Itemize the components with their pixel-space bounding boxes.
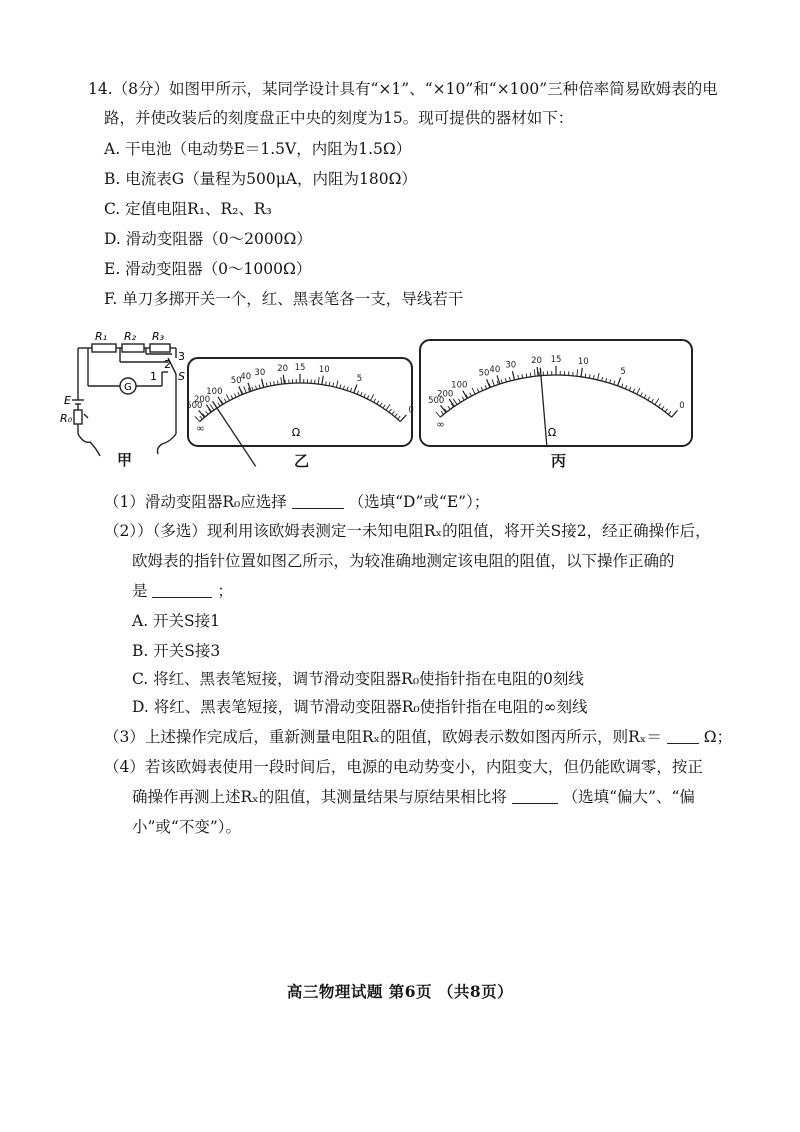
meter-yi-minor-tick (218, 403, 220, 406)
meter-bing-minor-tick (633, 389, 635, 393)
meter-yi-scale-arc (200, 383, 401, 422)
meter-yi-minor-tick (244, 386, 247, 393)
meter-yi-minor-tick (281, 377, 282, 384)
part2-text-after: ； (217, 582, 233, 600)
part3-answer-blank[interactable] (667, 727, 699, 744)
label-galvanometer: G (124, 382, 132, 393)
meter-yi-minor-tick (206, 411, 208, 414)
meter-bing-minor-tick (641, 393, 643, 397)
equipment-item-e: E. 滑动变阻器（0～1000Ω） (104, 260, 312, 278)
figure-label-jia: 甲 (117, 451, 133, 469)
meter-yi-minor-tick (231, 395, 233, 399)
meter-yi-minor-tick (395, 414, 398, 417)
meter-yi-tick-label: 20 (277, 363, 289, 374)
meter-yi-major-tick (400, 415, 406, 422)
part2-option-a: A. 开关S接1 (132, 612, 221, 630)
meter-bing-minor-tick (477, 389, 479, 393)
meter-bing-minor-tick (462, 397, 464, 400)
meter-yi-minor-tick (392, 411, 394, 414)
meter-bing-minor-tick (505, 378, 506, 382)
question-stem-line2: 路，并使改装后的刻度盘正中央的刻度为15。现可提供的器材如下： (104, 109, 574, 127)
meter-yi-minor-tick (377, 401, 379, 404)
meter-yi-minor-tick (383, 405, 385, 408)
meter-yi-tick-label: 500 (186, 401, 203, 412)
meter-bing-minor-tick (497, 381, 498, 385)
meter-bing-minor-tick (658, 404, 660, 407)
meter-bing-minor-tick (665, 409, 667, 412)
figure-label-bing: 丙 (551, 452, 567, 470)
meter-yi-minor-tick (361, 392, 363, 396)
figure-area (0, 318, 800, 468)
meter-bing-minor-tick (625, 385, 627, 389)
label-switch-3: 3 (178, 350, 185, 363)
meter-yi-minor-tick (224, 399, 226, 402)
meter-yi-minor-tick (343, 386, 344, 390)
meter-bing-minor-tick (637, 388, 640, 394)
meter-yi-minor-tick (234, 394, 236, 398)
meter-yi-minor-tick (386, 404, 390, 410)
question-stem-line1: 14.（8分）如图甲所示，某同学设计具有“×1”、“×10”和“×100”三种倍率简易欧姆表的电 (88, 80, 718, 98)
part1-line (104, 491, 489, 513)
part2-option-b: B. 开关S接3 (132, 642, 221, 660)
meter-bing-tick-label: 10 (577, 356, 589, 367)
meter-bing-major-tick (449, 399, 454, 406)
meter-yi-minor-tick (266, 383, 267, 387)
meter-bing-minor-tick (448, 406, 450, 409)
meter-bing-minor-tick (481, 387, 483, 391)
meter-bing-minor-tick (606, 378, 607, 382)
figure-label-yi: 乙 (294, 452, 310, 470)
meter-bing-minor-tick (501, 379, 502, 383)
meter-bing-minor-tick (492, 379, 494, 386)
label-switch-s: S (178, 370, 185, 383)
part2-answer-blank[interactable] (152, 581, 212, 598)
meter-yi-major-tick (239, 386, 242, 394)
meter-bing-minor-tick (472, 388, 475, 394)
meter-bing-minor-tick (602, 377, 603, 381)
meter-yi-major-tick (354, 385, 357, 393)
part4-text-before: 确操作再测上述Rₓ的阻值，其测量结果与原结果相比将 (132, 788, 507, 806)
meter-yi-tick-label: 30 (254, 367, 266, 378)
meter-yi-minor-tick (370, 394, 373, 400)
label-r2: R₂ (124, 330, 137, 343)
meter-bing-major-tick (672, 410, 678, 417)
label-r3: R₃ (152, 330, 165, 343)
meter-bing-minor-tick (614, 381, 615, 385)
meter-yi-minor-tick (259, 385, 260, 389)
label-switch-1: 1 (150, 370, 157, 383)
part3-line (104, 726, 732, 748)
equipment-item-f: F. 单刀多掷开关一个，红、黑表笔各一支，导线若干 (104, 290, 464, 308)
part1-answer-blank[interactable] (292, 492, 344, 509)
label-switch-2: 2 (164, 358, 171, 371)
meter-bing-minor-tick (629, 387, 631, 391)
meter-yi-minor-tick (350, 388, 351, 392)
part2-line3 (132, 580, 233, 602)
meter-bing-tick-label: 20 (531, 355, 542, 366)
meter-bing-minor-tick (644, 395, 646, 398)
meter-bing-needle (540, 368, 547, 446)
part4-answer-blank[interactable] (512, 787, 558, 804)
meter-bing-minor-tick (470, 393, 472, 397)
meter-yi-major-tick (262, 379, 264, 388)
meter-bing-tick-label: 5 (620, 366, 626, 377)
meter-bing-minor-tick (598, 373, 600, 380)
part1-text-before: （1）滑动变阻器R₀应选择 (104, 493, 287, 511)
meter-yi-minor-tick (374, 399, 376, 402)
meter-yi-minor-tick (326, 381, 327, 385)
ohmmeter-dial-bing (420, 340, 692, 446)
meter-bing-major-tick (537, 367, 538, 376)
meter-yi-major-tick (322, 376, 323, 385)
resistor-r2 (122, 344, 144, 352)
part2-line2: 欧姆表的指针位置如图乙所示，为较准确地测定该电阻的阻值，以下操作正确的 (132, 552, 675, 570)
label-r0: R₀ (60, 412, 73, 425)
resistor-r3 (150, 344, 170, 352)
meter-yi-minor-tick (238, 392, 240, 396)
meter-bing-minor-tick (518, 375, 519, 379)
part4-line1: （4）若该欧姆表使用一段时间后，电源的电动势变小，内阻变大，但仍能欧调零，按正 (104, 758, 703, 776)
resistor-r1 (92, 344, 116, 352)
meter-yi-tick-label: 15 (294, 363, 306, 373)
meter-yi-tick-label: 50 (230, 375, 242, 386)
meter-bing-minor-tick (648, 397, 650, 400)
meter-bing-minor-tick (441, 411, 443, 414)
part1-text-after: （选填“D”或“E”）； (348, 493, 490, 511)
meter-bing-minor-tick (577, 369, 578, 376)
meter-bing-major-tick (512, 371, 514, 380)
label-r1: R₁ (95, 330, 108, 343)
meter-bing-minor-tick (655, 399, 659, 405)
meter-bing-minor-tick (589, 374, 590, 378)
meter-bing-tick-label: 15 (550, 355, 562, 365)
part2-text-before: 是 (132, 582, 148, 600)
meter-bing-minor-tick (662, 406, 664, 409)
part4-line3: 小”或“不变”）。 (132, 818, 242, 836)
meter-yi-major-tick (283, 375, 284, 384)
meter-yi-minor-tick (210, 404, 214, 410)
meter-bing-major-tick (581, 368, 582, 377)
meter-bing-minor-tick (436, 412, 440, 417)
meter-yi-minor-tick (226, 394, 229, 400)
meter-bing-tick-label: 200 (437, 389, 454, 400)
meter-yi-minor-tick (347, 387, 348, 391)
meter-bing-tick-label: 0 (679, 400, 685, 411)
meter-yi-tick-label: 10 (318, 364, 330, 375)
meter-bing-minor-tick (621, 384, 622, 388)
meter-yi-minor-tick (270, 382, 271, 386)
meter-yi-minor-tick (278, 381, 279, 385)
part2-option-c: C. 将红、黑表笔短接，调节滑动变阻器R₀使指针指在电阻的0刻线 (132, 670, 584, 688)
meter-bing-tick-label: 100 (451, 380, 468, 391)
meter-bing-minor-tick (453, 399, 457, 405)
rheostat-r0 (74, 410, 82, 424)
meter-bing-tick-label: 30 (505, 360, 517, 371)
meter-yi-minor-tick (389, 409, 391, 412)
meter-yi-minor-tick (318, 377, 319, 384)
meter-bing-minor-tick (485, 385, 487, 389)
meter-bing-minor-tick (534, 369, 535, 376)
meter-yi-minor-tick (364, 394, 366, 398)
meter-yi-minor-tick (340, 385, 341, 389)
page-footer: 高三物理试题 第6页 （共8页） (286, 982, 514, 1001)
meter-yi-minor-tick (367, 395, 369, 399)
meter-yi-minor-tick (380, 403, 382, 406)
meter-bing-minor-tick (651, 399, 653, 402)
meter-yi-minor-tick (357, 391, 359, 395)
circuit-diagram (72, 344, 176, 456)
meter-bing-minor-tick (668, 411, 670, 414)
meter-yi-minor-tick (195, 416, 200, 421)
meter-yi-minor-tick (274, 381, 275, 385)
meter-yi-tick-label: 200 (193, 394, 211, 405)
part3-text-before: （3）上述操作完成后，重新测量电阻Rₓ的阻值，欧姆表示数如图丙所示，则Rₓ＝ (104, 728, 662, 746)
part3-text-after: Ω； (703, 728, 733, 746)
meter-yi-tick-label: 100 (206, 386, 223, 397)
meter-bing-minor-tick (593, 375, 594, 379)
meter-yi-minor-tick (329, 382, 330, 386)
meter-bing-tick-label: 50 (478, 368, 490, 379)
meter-bing-scale-arc (440, 375, 671, 417)
meter-bing-minor-tick (522, 374, 523, 378)
meter-yi-minor-tick (398, 416, 401, 419)
meter-bing-minor-tick (526, 373, 527, 377)
meter-bing-tick-label: 500 (428, 395, 445, 406)
meter-bing-minor-tick (458, 399, 460, 402)
equipment-item-d: D. 滑动变阻器（0～2000Ω） (104, 230, 312, 248)
meter-yi-minor-tick (200, 416, 203, 419)
label-emf: E (64, 394, 71, 407)
meter-bing-minor-tick (585, 373, 586, 377)
equipment-item-c: C. 定值电阻R₁、R₂、R₃ (104, 200, 272, 218)
meter-yi-tick-label: 0 (408, 405, 414, 416)
meter-bing-minor-tick (610, 379, 611, 383)
meter-bing-minor-tick (530, 373, 531, 377)
meter-bing-tick-label: 40 (489, 364, 501, 375)
part2-line1: （2））（多选）现利用该欧姆表测定一未知电阻Rₓ的阻值，将开关S接2，经正确操作后， (104, 522, 711, 540)
part2-option-d: D. 将红、黑表笔短接，调节滑动变阻器R₀使指针指在电阻的∞刻线 (132, 698, 588, 716)
meter-bing-infinity-label: ∞ (436, 419, 445, 431)
equipment-item-b: B. 电流表G（量程为500μA，内阻为180Ω） (104, 170, 417, 188)
meter-yi-minor-tick (252, 387, 253, 391)
meter-yi-minor-tick (333, 383, 334, 387)
meter-bing-major-tick (487, 379, 490, 387)
meter-yi-unit: Ω (291, 426, 301, 439)
part4-text-after: （选填“偏大”、“偏 (562, 788, 695, 806)
meter-yi-tick-label: 5 (356, 374, 363, 385)
meter-yi-needle (213, 401, 256, 466)
equipment-item-a: A. 干电池（电动势E＝1.5V，内阻为1.5Ω） (104, 140, 412, 158)
meter-bing-major-tick (618, 377, 621, 385)
meter-yi-minor-tick (255, 386, 256, 390)
meter-yi-infinity-label: ∞ (196, 423, 205, 435)
meter-bing-minor-tick (509, 377, 510, 381)
meter-bing-major-tick (463, 391, 467, 399)
part4-line2 (132, 786, 695, 808)
meter-yi-minor-tick (336, 381, 338, 388)
meter-bing-unit: Ω (547, 426, 557, 439)
meter-yi-tick-label: 40 (240, 372, 252, 383)
